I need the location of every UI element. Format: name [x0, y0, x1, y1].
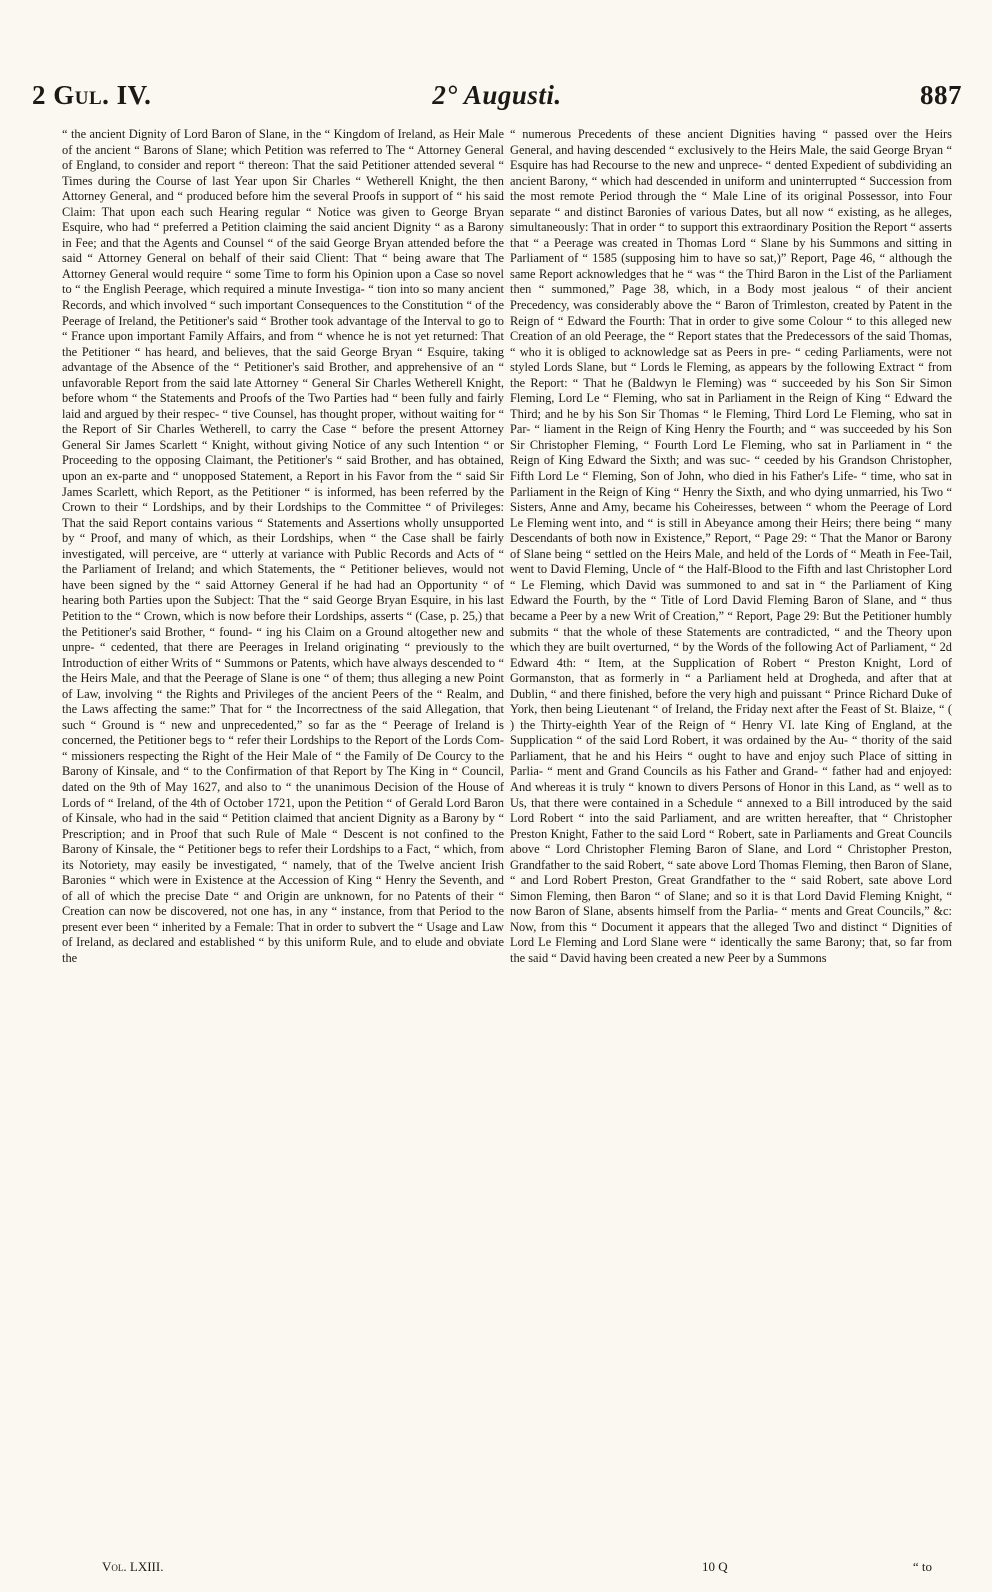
left-column: [62, 127, 504, 1557]
right-column: [510, 127, 952, 1557]
left-column-text: “ the ancient Dignity of Lord Baron of Slane, in the “ Kingdom of Ireland, as Heir Male of the ancient “ Barons of Slane; which Petition was referred to The “ Attorney General of England, to consider and report “ thereon: That the said Petitioner attended several “ Times during the Course of last Year upon Sir Charles “ Wetherell Knight, the then Attorney General, and “ produced before him the several Proofs in support of “ his said Claim: That upon each such Hearing regular “ Notice was given to George Bryan Esquire, who had “ preferred a Petition claiming the said ancient Dignity “ as a Barony in Fee; and that the Agents and Counsel “ of the said George Bryan attended before the said “ Attorney General on behalf of their said Client: That “ being aware that The Attorney General would require “ some Time to form his Opinion upon a Case so novel to “ the English Peerage, which required a minute Investiga- “ tion into so many ancient Records, and which involved “ such important Consequences to the Constitution “ of the Peerage of Ireland, the Petitioner's said “ Brother took advantage of the Interval to go to “ France upon important Family Affairs, and from “ whence he is not yet returned: That the Petitioner “ has heard, and believes, that the said George Bryan “ Esquire, taking advantage of the Absence of the “ Petitioner's said Brother, and apprehensive of an “ unfavorable Report from the said late Attorney “ General Sir Charles Wetherell Knight, before whom “ the Statements and Proofs of the Two Parties had “ been fully and fairly laid and argued by their respec- “ tive Counsel, has thought proper, without waiting for “ the Report of Sir Charles Wetherell, to carry the Case “ before the present Attorney General Sir James Scarlett “ Knight, without giving Notice of any such Intention “ or Proceeding to the opposing Claimant, the Petitioner's “ said Brother, and has obtained, upon an ex-parte and “ unopposed Statement, a Report in his Favor from the “ said Sir James Scarlett, which Report, as the Petitioner “ is informed, has been referred by the Crown to their “ Lordships, and by their Lordships to the Committee “ of Privileges: That the said Report contains various “ Statements and Assertions wholly unsupported by “ Proof, and many of which, as their Lordships, when “ the Case shall be fairly investigated, will perceive, are “ utterly at variance with Public Records and Acts of “ the Parliament of Ireland; and which Statements, the “ Petitioner believes, would not have been signed by the “ said Attorney General if he had had an Opportunity “ of hearing both Parties upon the Subject: That the “ said George Bryan Esquire, in his last Petition to the “ Crown, which is now before their Lordships, asserts “ (Case, p. 25,) that the Petitioner's said Brother, “ found- “ ing his Claim on a Ground altogether new and unpre- “ cedented, that there are Peerages in Ireland originating “ previously to the Introduction of either Writs of “ Summons or Patents, which have always descended to “ the Heirs Male, and that the Peerage of Slane is one “ of them; thus alleging a new Point of Law, involving “ the Rights and Privileges of the ancient Peers of the “ Realm, and the Laws affecting the same:” That for “ the Incorrectness of the said Allegation, that such “ Ground is “ new and unprecedented,” so far as the “ Peerage of Ireland is concerned, the Petitioner begs to “ refer their Lordships to the Report of the Lords Com- “ missioners respecting the Right of the Heir Male of “ the Family of De Courcy to the Barony of Kinsale, and “ to the Confirmation of that Report by The King in “ Council, dated on the 9th of May 1627, and also to “ the unanimous Decision of the House of Lords of “ Ireland, of the 4th of October 1721, upon the Petition “ of Gerald Lord Baron of Kinsale, who had in the said “ Petition claimed that ancient Dignity as a Barony by “ Prescription; and in Proof that such Rule of Male “ Descent is not confined to the Barony of Kinsale, the “ Petitioner begs to refer their Lordships to a Fact, “ which, from its Notoriety, may easily be investigated, “ namely, that of the Twelve ancient Irish Baronies “ which were in Existence at the Accession of King “ Henry the Seventh, and of all of which the precise Date “ and Origin are unknown, for no Patents of their “ Creation can now be discovered, not one has, in any “ instance, from that Period to the present ever been “ inherited by a Female: That in order to subvert the “ Usage and Law of Ireland, as declared and established “ by this uniform Rule, and to elude and obviate the: [62, 127, 504, 965]
volume-label: Vol. LXIII.: [102, 1559, 164, 1574]
regnal-year: 2 Gul. IV.: [32, 80, 152, 110]
right-column-text: “ numerous Precedents of these ancient Dignities having “ passed over the Heirs General, and having descended “ exclusively to the Heirs Male, the said George Bryan “ Esquire has had Recourse to the new and unprece- “ dented Expedient of subdividing an ancient Barony, “ which had descended in uniform and uninterrupted “ Succession from the most remote Period through the “ Male Line of its original Possessor, into Four separate “ and distinct Baronies of various Dates, but all now “ existing, as he alleges, simultaneously: That in order “ to support this extraordinary Position the Report “ asserts that “ a Peerage was created in Thomas Lord “ Slane by his Summons and sitting in Parliament of “ 1585 (supposing him to have so sat,)” Report, Page 46, “ although the same Report acknowledges that he “ was “ the Third Baron in the List of the Parliament then “ summoned,” Page 38, which, in a Body most jealous “ of their ancient Precedency, was considerably above the “ Baron of Trimleston, created by Patent in the Reign of “ Edward the Fourth: That in order to give some Colour “ to this alleged new Creation of an old Peerage, the “ Report states that the Predecessors of the said Thomas, “ who it is obliged to acknowledge sat as Peers in pre- “ ceding Parliaments, were not styled Lords Slane, but “ Lords le Fleming, as appears by the following Extract “ from the Report: “ That he (Baldwyn le Fleming) was “ succeeded by his Son Sir Simon Fleming, Lord Le “ Fleming, who sat in Parliament in the Reign of King “ Edward the Third; and he by his Son Sir Thomas “ le Fleming, Third Lord Le Fleming, who sat in Par- “ liament in the Reign of King Henry the Fourth; and “ was succeeded by his Son Sir Christopher Fleming, “ Fourth Lord Le Fleming, who sat in Parliament in “ the Reign of King Edward the Sixth; and was suc- “ ceeded by his Grandson Christopher, Fifth Lord Le “ Fleming, Son of John, who died in his Father's Life- “ time, who sat in Parliament in the Reign of King “ Henry the Sixth, and who dying unmarried, his Two “ Sisters, Anne and Amy, became his Coheiresses, between “ whom the Peerage of Lord Le Fleming went into, and “ is still in Abeyance among their Heirs; there being “ many Descendants of both now in Existence,” Report, “ Page 29: “ That the Manor or Barony of Slane being “ settled on the Heirs Male, and held of the Lords of “ Meath in Fee-Tail, went to David Fleming, Uncle of “ the Half-Blood to the Fifth and last Christopher Lord “ Le Fleming, which David was summoned to and sat in “ the Parliament of King Edward the Fourth, by the “ Title of Lord David Fleming Baron of Slane, and “ thus became a Peer by a new Writ of Creation,” “ Report, Page 29: But the Petitioner humbly submits “ that the whole of these Statements are contradicted, “ and the Theory upon which they are built overturned, “ by the Words of the following Act of Parliament, “ 2d Edward 4th: “ Item, at the Supplication of Robert “ Preston Knight, Lord of Gormanston, that as formerly in “ a Parliament held at Drogheda, and after that at Dublin, “ and there finished, before the very high and puissant “ Prince Richard Duke of York, then being Lieutenant “ of Ireland, the Friday next after the Feast of St. Blaize, “ ( ) the Thirty-eighth Year of the Reign of “ Henry VI. late King of England, at the Supplication “ of the said Lord Robert, it was ordained by the Au- “ thority of the said Parliament, that he and his Heirs “ ought to have and enjoy such Place of sitting in Parlia- “ ment and Grand Councils as his Father and Grand- “ father had and enjoyed: And whereas it is truly “ known to divers Persons of Honor in this Land, as “ well as to Us, that there were contained in a Schedule “ annexed to a Bill introduced by the said Lord Robert “ into the said Parliament, and are written hereafter, that “ Christopher Preston Knight, Father to the said Lord “ Robert, sate in Parliaments and Great Councils above “ Lord Christopher Fleming Baron of Slane, and Lord “ Christopher Preston, Grandfather to the said Robert, “ sate above Lord Thomas Fleming, then Baron of Slane, “ and Lord Robert Preston, Great Grandfather to the “ said Robert, sate above Lord Simon Fleming, then Baron “ of Slane; and so it is that Lord David Fleming Knight, “ now Baron of Slane, absents himself from the Parlia- “ ments and Great Councils,” &c: Now, from this “ Document it appears that the alleged Two and distinct “ Dignities of Lord Le Fleming and Lord Slane were “ identically the same Barony; that, so far from the said “ David having been created a new Peer by a Summons: [510, 127, 952, 965]
signature-mark: 10 Q: [702, 1559, 728, 1574]
page-footer: [62, 1559, 952, 1577]
session-date: 2° Augusti.: [432, 80, 562, 110]
catchword: “ to: [912, 1559, 932, 1574]
page-number: 887: [920, 80, 962, 110]
page-header: [32, 80, 962, 116]
